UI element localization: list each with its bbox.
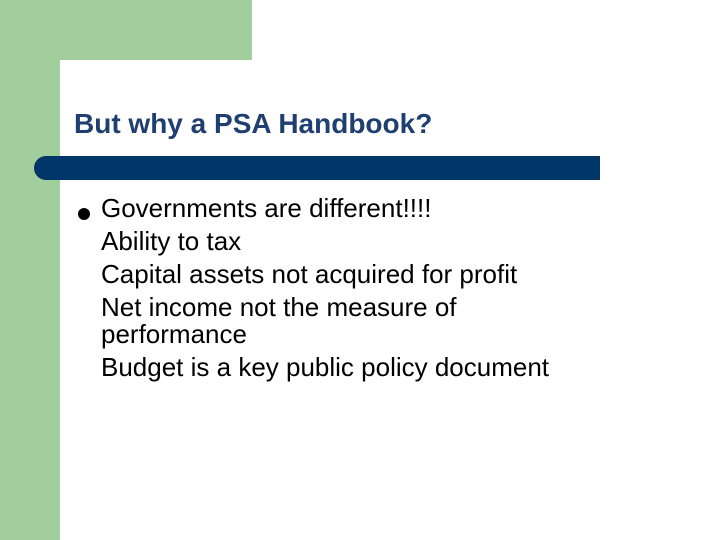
bullet-line: Capital assets not acquired for profit — [101, 259, 518, 289]
title-divider-bar — [34, 156, 600, 180]
bullet-text-block — [101, 193, 549, 383]
bullet-line: Ability to tax — [101, 226, 242, 256]
bullet-line: Budget is a key public policy document — [101, 352, 550, 382]
decorative-green-left-bar — [0, 0, 60, 540]
bullet-line: Governments are different!!!! — [101, 193, 432, 223]
bullet-line: performance — [101, 319, 247, 349]
bullet-line: Net income not the measure of — [101, 292, 457, 322]
slide-title: But why a PSA Handbook? — [74, 108, 433, 139]
bullet-dot-icon — [78, 208, 90, 220]
